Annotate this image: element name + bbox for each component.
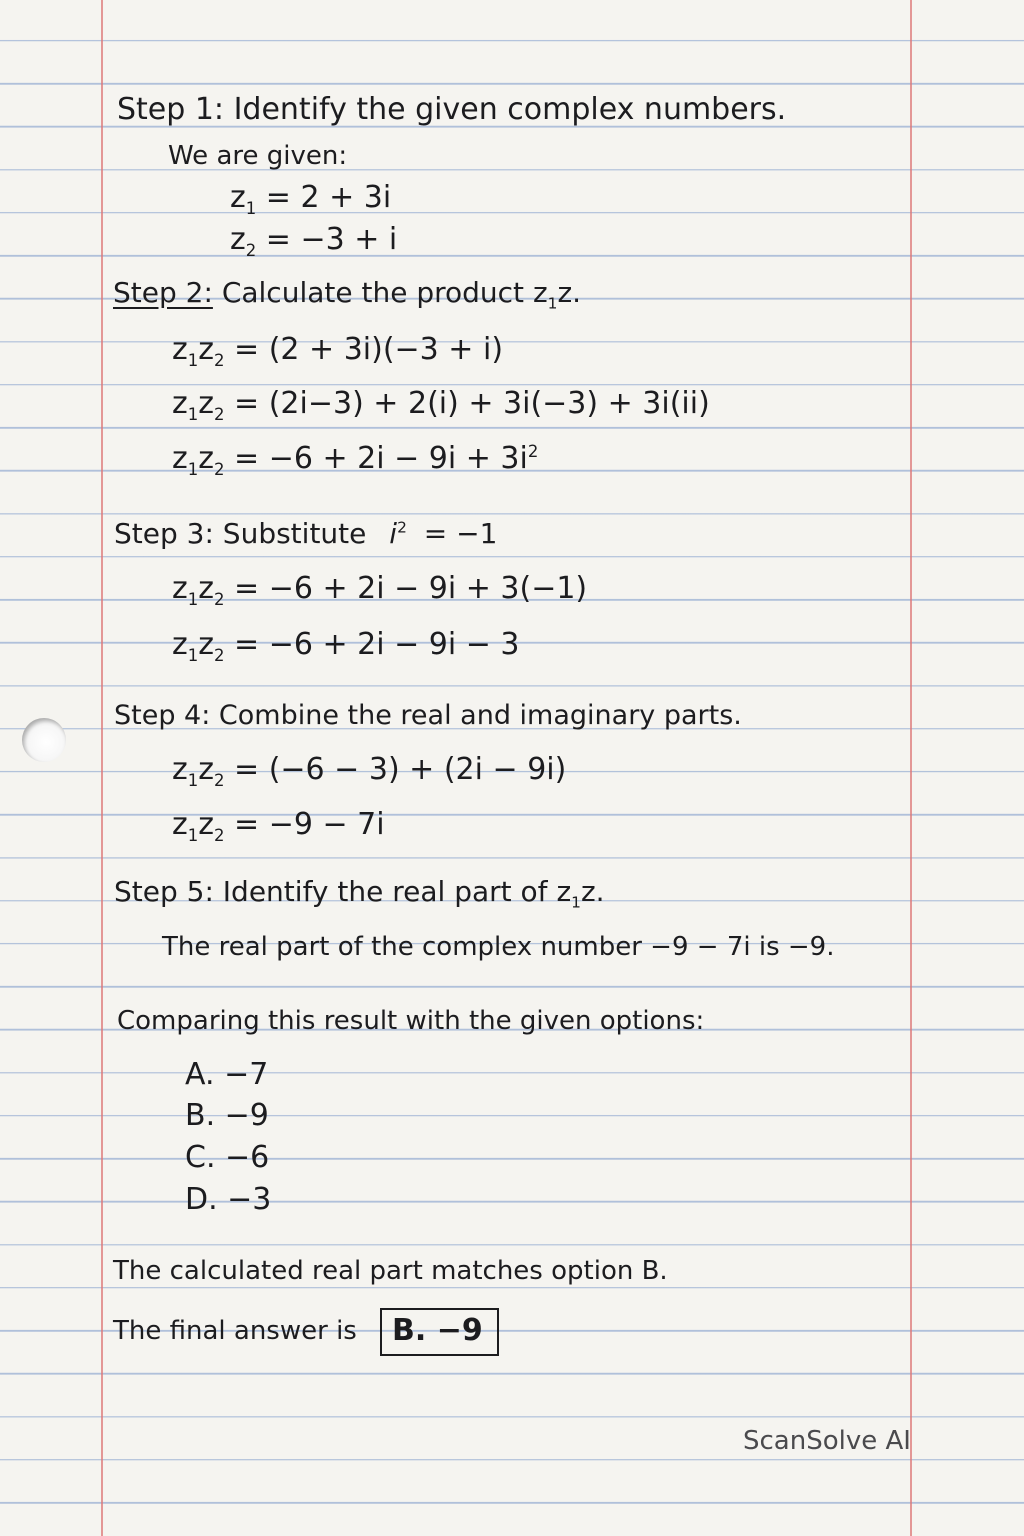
option-d: D. −3 bbox=[185, 1182, 272, 1217]
step5-heading-text: Step 5: Identify the real part of bbox=[114, 875, 548, 908]
brand-watermark: ScanSolve AI bbox=[743, 1426, 911, 1456]
subscript: 1 bbox=[187, 405, 199, 424]
option-a: A. −7 bbox=[185, 1057, 269, 1092]
i-term: i bbox=[389, 517, 398, 550]
subscript: 2 bbox=[214, 460, 225, 479]
step5-statement: The real part of the complex number −9 − 7i is −9. bbox=[162, 932, 835, 962]
step3-line1 bbox=[172, 571, 588, 609]
final-answer-box: B. −9 bbox=[380, 1308, 499, 1356]
step5-heading-end: z. bbox=[580, 875, 605, 908]
step2-label: Step 2: bbox=[113, 276, 213, 309]
step3-heading-text: Step 3: Substitute bbox=[114, 517, 367, 550]
step2-heading-end: z. bbox=[557, 276, 582, 309]
option-c: C. −6 bbox=[185, 1140, 270, 1175]
punch-hole bbox=[22, 718, 66, 762]
step3-line2 bbox=[172, 627, 520, 665]
z1-value: = 2 + 3i bbox=[265, 180, 392, 215]
expr: = (−6 − 3) + (2i − 9i) bbox=[234, 752, 567, 787]
step4-line1 bbox=[172, 752, 567, 790]
var: z bbox=[172, 441, 188, 476]
match-statement: The calculated real part matches option B. bbox=[113, 1256, 668, 1286]
var: z bbox=[198, 807, 214, 842]
subscript: 1 bbox=[187, 826, 199, 845]
right-margin-line bbox=[910, 0, 912, 1536]
var: z bbox=[172, 571, 188, 606]
var: z bbox=[198, 441, 214, 476]
var: z bbox=[198, 332, 214, 367]
var: z bbox=[198, 752, 214, 787]
exponent: 2 bbox=[527, 442, 539, 461]
expr: = −6 + 2i − 9i + 3i bbox=[234, 441, 528, 476]
var: z bbox=[172, 386, 188, 421]
step2-heading-text: Calculate the product bbox=[221, 276, 525, 309]
comparison-text: Comparing this result with the given options: bbox=[117, 1006, 705, 1036]
step4-line2 bbox=[172, 807, 385, 845]
subscript: 2 bbox=[214, 771, 225, 790]
var: z bbox=[556, 875, 572, 908]
subscript: 1 bbox=[187, 460, 199, 479]
var: z bbox=[230, 180, 246, 215]
subscript: 1 bbox=[547, 294, 558, 313]
option-b: B. −9 bbox=[185, 1098, 269, 1133]
step2-line1 bbox=[172, 332, 504, 370]
subscript: 2 bbox=[214, 405, 225, 424]
expr: = (2i−3) + 2(i) + 3i(−3) + 3i(ii) bbox=[234, 386, 710, 421]
subscript: 1 bbox=[187, 351, 199, 370]
subscript: 1 bbox=[187, 646, 199, 665]
z2-value: = −3 + i bbox=[265, 222, 398, 257]
step1-intro: We are given: bbox=[168, 141, 348, 171]
subscript: 1 bbox=[187, 590, 199, 609]
subscript: 2 bbox=[214, 351, 225, 370]
subscript: 1 bbox=[187, 771, 199, 790]
step5-heading bbox=[114, 875, 605, 912]
exponent: 2 bbox=[397, 518, 407, 537]
var: z bbox=[172, 807, 188, 842]
var: z bbox=[172, 332, 188, 367]
step4-heading: Step 4: Combine the real and imaginary parts. bbox=[114, 700, 742, 731]
step1-heading: Step 1: Identify the given complex numbers. bbox=[117, 92, 787, 127]
step3-heading bbox=[114, 517, 498, 550]
subscript: 1 bbox=[245, 199, 257, 218]
subscript: 2 bbox=[214, 826, 225, 845]
left-margin-line bbox=[101, 0, 103, 1536]
var: z bbox=[198, 627, 214, 662]
var: z bbox=[172, 627, 188, 662]
final-answer-label: The final answer is bbox=[113, 1316, 357, 1346]
subscript: 2 bbox=[214, 646, 225, 665]
expr: = (2 + 3i)(−3 + i) bbox=[234, 332, 504, 367]
i-term-value: = −1 bbox=[423, 517, 498, 550]
subscript: 2 bbox=[214, 590, 225, 609]
step2-heading bbox=[113, 276, 582, 313]
z1-definition bbox=[230, 180, 392, 218]
var: z bbox=[172, 752, 188, 787]
step2-line2 bbox=[172, 386, 710, 424]
expr: = −9 − 7i bbox=[234, 807, 385, 842]
expr: = −6 + 2i − 9i − 3 bbox=[234, 627, 520, 662]
expr: = −6 + 2i − 9i + 3(−1) bbox=[234, 571, 588, 606]
var: z bbox=[198, 386, 214, 421]
z2-definition bbox=[230, 222, 398, 260]
step2-line3 bbox=[172, 441, 539, 479]
var: z bbox=[230, 222, 246, 257]
subscript: 2 bbox=[245, 241, 257, 260]
var: z bbox=[198, 571, 214, 606]
subscript: 1 bbox=[571, 893, 581, 912]
var: z bbox=[532, 276, 548, 309]
